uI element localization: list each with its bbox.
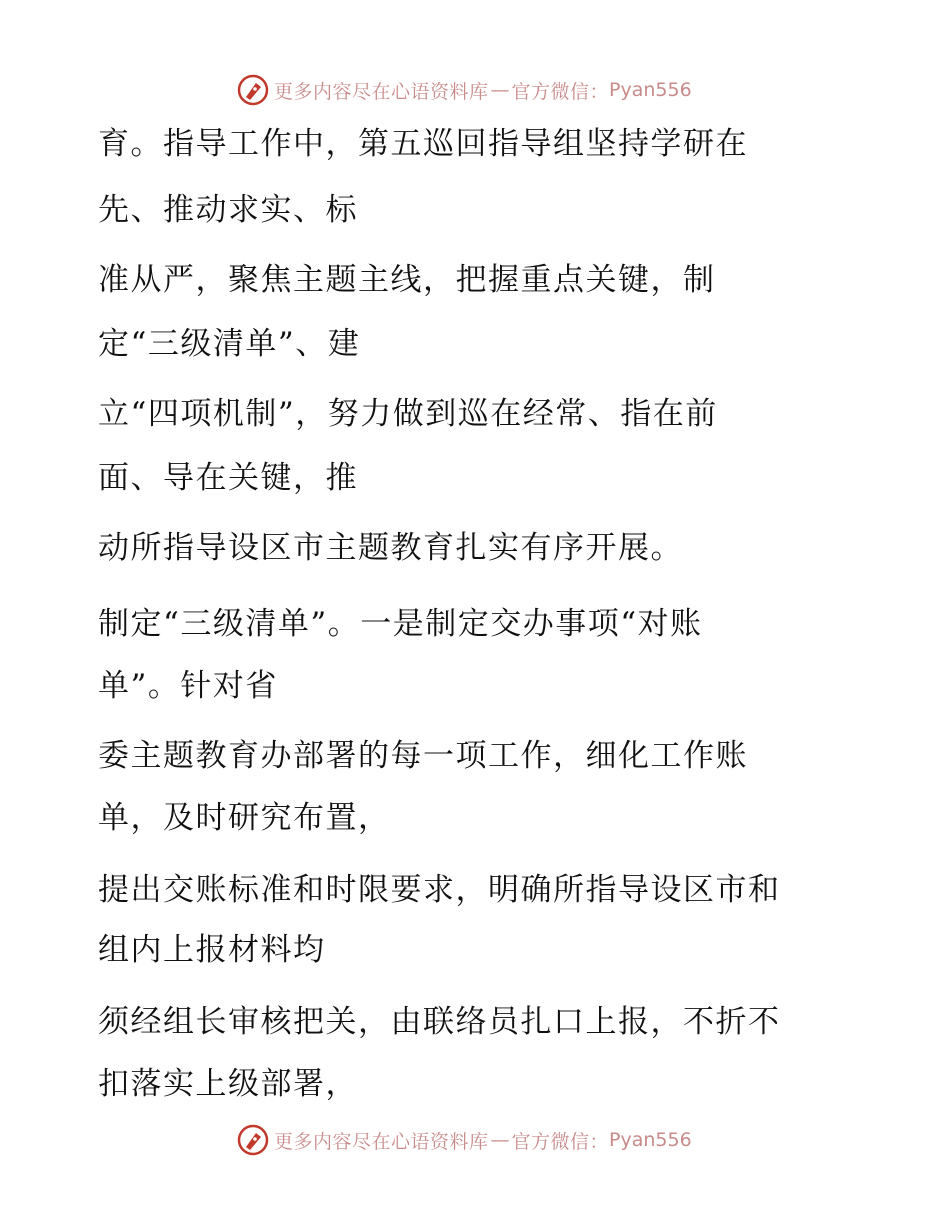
text-line: 动所指导设区市主题教育扎实有序开展。: [98, 530, 683, 566]
header-watermark: [236, 72, 692, 108]
watermark-wechat-id: Pyan556: [609, 1129, 692, 1151]
text-line: 提出交账标准和时限要求，明确所指导设区市和: [98, 872, 781, 908]
watermark-wechat-label: 官方微信：: [511, 1130, 610, 1153]
pen-nib-logo-icon: [236, 73, 270, 107]
text-line: 面、导在关键，推: [98, 460, 358, 496]
text-line: 定“三级清单”、建: [98, 326, 361, 362]
watermark-separator: —: [490, 79, 510, 101]
text-line: 须经组长审核把关，由联络员扎口上报，不折不: [98, 1004, 781, 1040]
text-line: 单，及时研究布置，: [98, 800, 391, 836]
watermark-wechat-id: Pyan556: [609, 79, 692, 101]
footer-watermark: [236, 1122, 692, 1158]
watermark-separator: —: [490, 1129, 510, 1151]
text-line: 准从严，聚焦主题主线，把握重点关键，制: [98, 262, 716, 298]
text-line: 组内上报材料均: [98, 932, 326, 968]
text-line: 单”。针对省: [98, 668, 278, 704]
text-line: 制定“三级清单”。一是制定交办事项“对账: [98, 606, 703, 642]
watermark-text: 更多内容尽在心语资料库: [274, 1130, 489, 1153]
watermark-wechat-label: 官方微信：: [511, 80, 610, 103]
text-line: 先、推动求实、标: [98, 192, 358, 228]
text-line: 委主题教育办部署的每一项工作，细化工作账: [98, 738, 748, 774]
text-line: 扣落实上级部署，: [98, 1066, 358, 1102]
pen-nib-logo-icon: [236, 1123, 270, 1157]
text-line: 立“四项机制”，努力做到巡在经常、指在前: [98, 396, 718, 432]
text-line: 育。指导工作中，第五巡回指导组坚持学研在: [98, 126, 748, 162]
watermark-text: 更多内容尽在心语资料库: [274, 80, 489, 103]
